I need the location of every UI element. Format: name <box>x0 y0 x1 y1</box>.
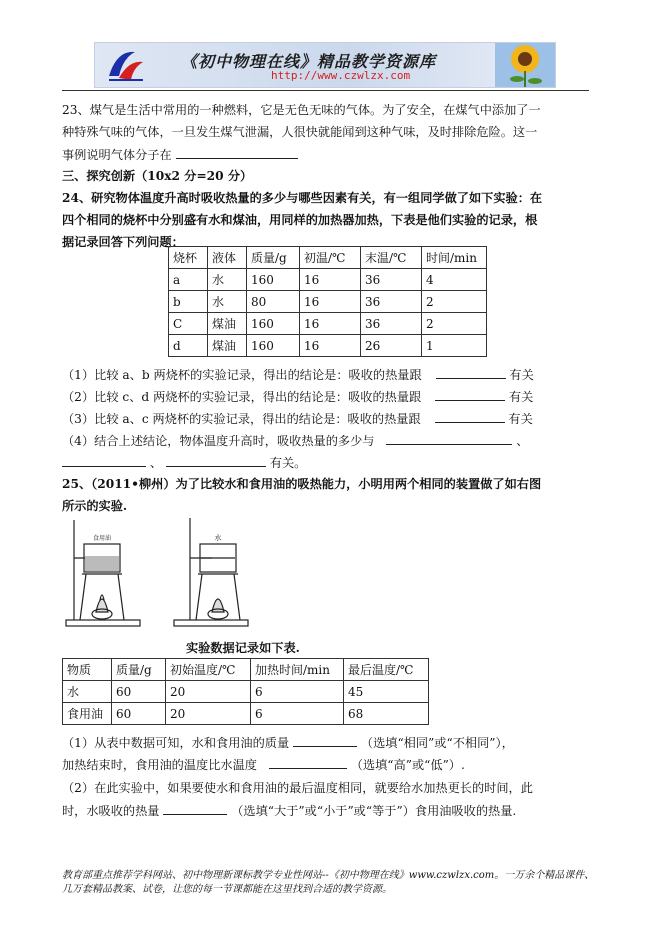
table-header-cell: 液体 <box>208 247 247 269</box>
table-cell: 36 <box>361 291 422 313</box>
table-cell: 160 <box>247 269 300 291</box>
table-cell: 食用油 <box>63 703 112 725</box>
header-banner <box>94 42 556 88</box>
site-url[interactable]: http://www.czwlzx.com <box>271 69 411 82</box>
q24-line2: 四个相同的烧杯中分别盛有水和煤油，用同样的加热器加热，下表是他们实验的记录，根 <box>62 213 538 227</box>
table-cell: 160 <box>247 313 300 335</box>
table-cell: 20 <box>166 681 251 703</box>
table-cell: 6 <box>251 703 344 725</box>
section3-title: 三、探究创新（10x2 分=20 分） <box>62 169 253 183</box>
table-row <box>169 291 487 313</box>
table-cell: 160 <box>247 335 300 357</box>
q24-sub4-cont <box>62 454 306 471</box>
q24-sub1 <box>62 366 534 383</box>
footer-line1: 教育部重点推荐学科网站、初中物理新课标教学专业性网站--《初中物理在线》www.czwlzx.com。一万余个精品课件、 <box>62 870 595 881</box>
table-header-cell: 末温/℃ <box>361 247 422 269</box>
q24-sub2-text: （2）比较 c、d 两烧杯的实验记录，得出的结论是：吸收的热量跟 <box>62 390 422 404</box>
table-header-cell: 烧杯 <box>169 247 208 269</box>
q24-sub1-blank[interactable] <box>436 366 506 379</box>
q25-sub1-c: 加热结束时，食用油的温度比水温度 <box>62 758 257 772</box>
q24-sub4-sep1: 、 <box>516 434 529 448</box>
q25-table <box>62 658 429 725</box>
table-header-row <box>169 247 487 269</box>
q24-sub3-suffix: 有关 <box>508 412 533 426</box>
table-cell: 60 <box>112 681 166 703</box>
q25-sub1-b: （选填“相同”或“不相同”）， <box>360 736 514 750</box>
table-cell: a <box>169 269 208 291</box>
table-header-cell: 初始温度/℃ <box>166 659 251 681</box>
q25-sub2-c: （选填“大于”或“小于”或“等于”）食用油吸收的热量. <box>231 804 517 818</box>
table-cell: 6 <box>251 681 344 703</box>
q24-sub4-blank2[interactable] <box>62 454 146 467</box>
q25-sub2-line2 <box>62 802 516 819</box>
footer-line2: 几万套精品教案、试卷，让您的每一节课都能在这里找到合适的教学资源。 <box>62 884 392 895</box>
table-cell: 16 <box>300 269 361 291</box>
table-cell: 36 <box>361 269 422 291</box>
q23-line3 <box>62 146 298 163</box>
table-header-cell: 时间/min <box>422 247 487 269</box>
table-header-cell: 质量/g <box>112 659 166 681</box>
table-cell: C <box>169 313 208 335</box>
q24-sub4-blank3[interactable] <box>166 454 266 467</box>
q25-line2: 所示的实验. <box>62 499 128 513</box>
q25-sub2-b: 时，水吸收的热量 <box>62 804 160 818</box>
table-cell: 2 <box>422 313 487 335</box>
table-cell: 1 <box>422 335 487 357</box>
q24-sub2 <box>62 388 533 405</box>
q25-sub1-line2 <box>62 756 465 773</box>
q24-sub1-suffix: 有关 <box>509 368 534 382</box>
q23-line1: 23、煤气是生活中常用的一种燃料，它是无色无味的气体。为了安全，在煤气中添加了一 <box>62 103 541 117</box>
sunflower-icon <box>495 43 555 87</box>
table-cell: 68 <box>344 703 429 725</box>
table-cell: 煤油 <box>208 335 247 357</box>
site-logo-icon <box>105 46 147 84</box>
table-cell: 16 <box>300 313 361 335</box>
table-cell: 20 <box>166 703 251 725</box>
table-row <box>63 703 429 725</box>
q25-sub1-line1 <box>62 734 514 751</box>
table-row <box>169 313 487 335</box>
table-cell: 煤油 <box>208 313 247 335</box>
site-title: 《初中物理在线》精品教学资源库 <box>181 52 437 71</box>
q25-sub1-blank1[interactable] <box>293 734 357 747</box>
q25-apparatus-figure <box>62 516 262 634</box>
table-cell: b <box>169 291 208 313</box>
header-rule <box>62 90 589 91</box>
q24-sub4-end: 有关。 <box>269 456 307 470</box>
table-header-cell: 质量/g <box>247 247 300 269</box>
q24-table <box>168 246 487 357</box>
q25-sub2-line1: （2）在此实验中，如果要使水和食用油的最后温度相同，就要给水加热更长的时间，此 <box>62 781 533 795</box>
table-cell: 4 <box>422 269 487 291</box>
table-cell: d <box>169 335 208 357</box>
fig-label-oil: 食用油 <box>92 535 112 542</box>
table-cell: 45 <box>344 681 429 703</box>
q24-line1: 24、研究物体温度升高时吸收热量的多少与哪些因素有关，有一组同学做了如下实验：在 <box>62 191 543 205</box>
q24-sub2-blank[interactable] <box>435 388 505 401</box>
q24-sub3-blank[interactable] <box>435 410 505 423</box>
q24-sub4 <box>62 432 528 449</box>
table-cell: 水 <box>63 681 112 703</box>
q25-sub1-a: （1）从表中数据可知，水和食用油的质量 <box>62 736 290 750</box>
q23-line3-text: 事例说明气体分子在 <box>62 148 172 162</box>
q24-sub3-text: （3）比较 a、c 两烧杯的实验记录，得出的结论是：吸收的热量跟 <box>62 412 421 426</box>
q25-sub2-blank[interactable] <box>163 802 227 815</box>
table-header-cell: 物质 <box>63 659 112 681</box>
q23-answer-blank[interactable] <box>176 146 298 159</box>
q24-sub2-suffix: 有关 <box>508 390 534 404</box>
q24-sub1-text: （1）比较 a、b 两烧杯的实验记录，得出的结论是：吸收的热量跟 <box>62 368 422 382</box>
table-cell: 2 <box>422 291 487 313</box>
table-cell: 水 <box>208 291 247 313</box>
table-header-cell: 最后温度/℃ <box>344 659 429 681</box>
q24-line3: 据记录回答下列问题： <box>62 235 184 249</box>
table-row <box>169 335 487 357</box>
q24-sub3 <box>62 410 533 427</box>
fig-label-water: 水 <box>214 534 222 542</box>
table-header-cell: 初温/℃ <box>300 247 361 269</box>
q25-line1: 25、（2011•柳州）为了比较水和食用油的吸热能力，小明用两个相同的装置做了如右图 <box>62 477 542 491</box>
table-row <box>169 269 487 291</box>
q25-table-caption: 实验数据记录如下表. <box>186 641 300 655</box>
table-cell: 26 <box>361 335 422 357</box>
q23-line2: 种特殊气味的气体，一旦发生煤气泄漏，人很快就能闻到这种气味，及时排除危险。这一 <box>62 125 538 139</box>
q24-sub4-text: （4）结合上述结论，物体温度升高时，吸收热量的多少与 <box>62 434 375 448</box>
water-apparatus <box>174 518 248 626</box>
table-cell: 水 <box>208 269 247 291</box>
table-cell: 16 <box>300 335 361 357</box>
q24-sub4-sep2: 、 <box>149 456 163 470</box>
table-cell: 80 <box>247 291 300 313</box>
table-row <box>63 681 429 703</box>
q24-sub4-blank1[interactable] <box>386 432 512 445</box>
table-header-cell: 加热时间/min <box>251 659 344 681</box>
table-cell: 36 <box>361 313 422 335</box>
table-cell: 16 <box>300 291 361 313</box>
table-cell: 60 <box>112 703 166 725</box>
q25-sub1-blank2[interactable] <box>269 756 347 769</box>
q25-sub1-d: （选填“高”或“低”）. <box>350 758 465 772</box>
table-header-row <box>63 659 429 681</box>
